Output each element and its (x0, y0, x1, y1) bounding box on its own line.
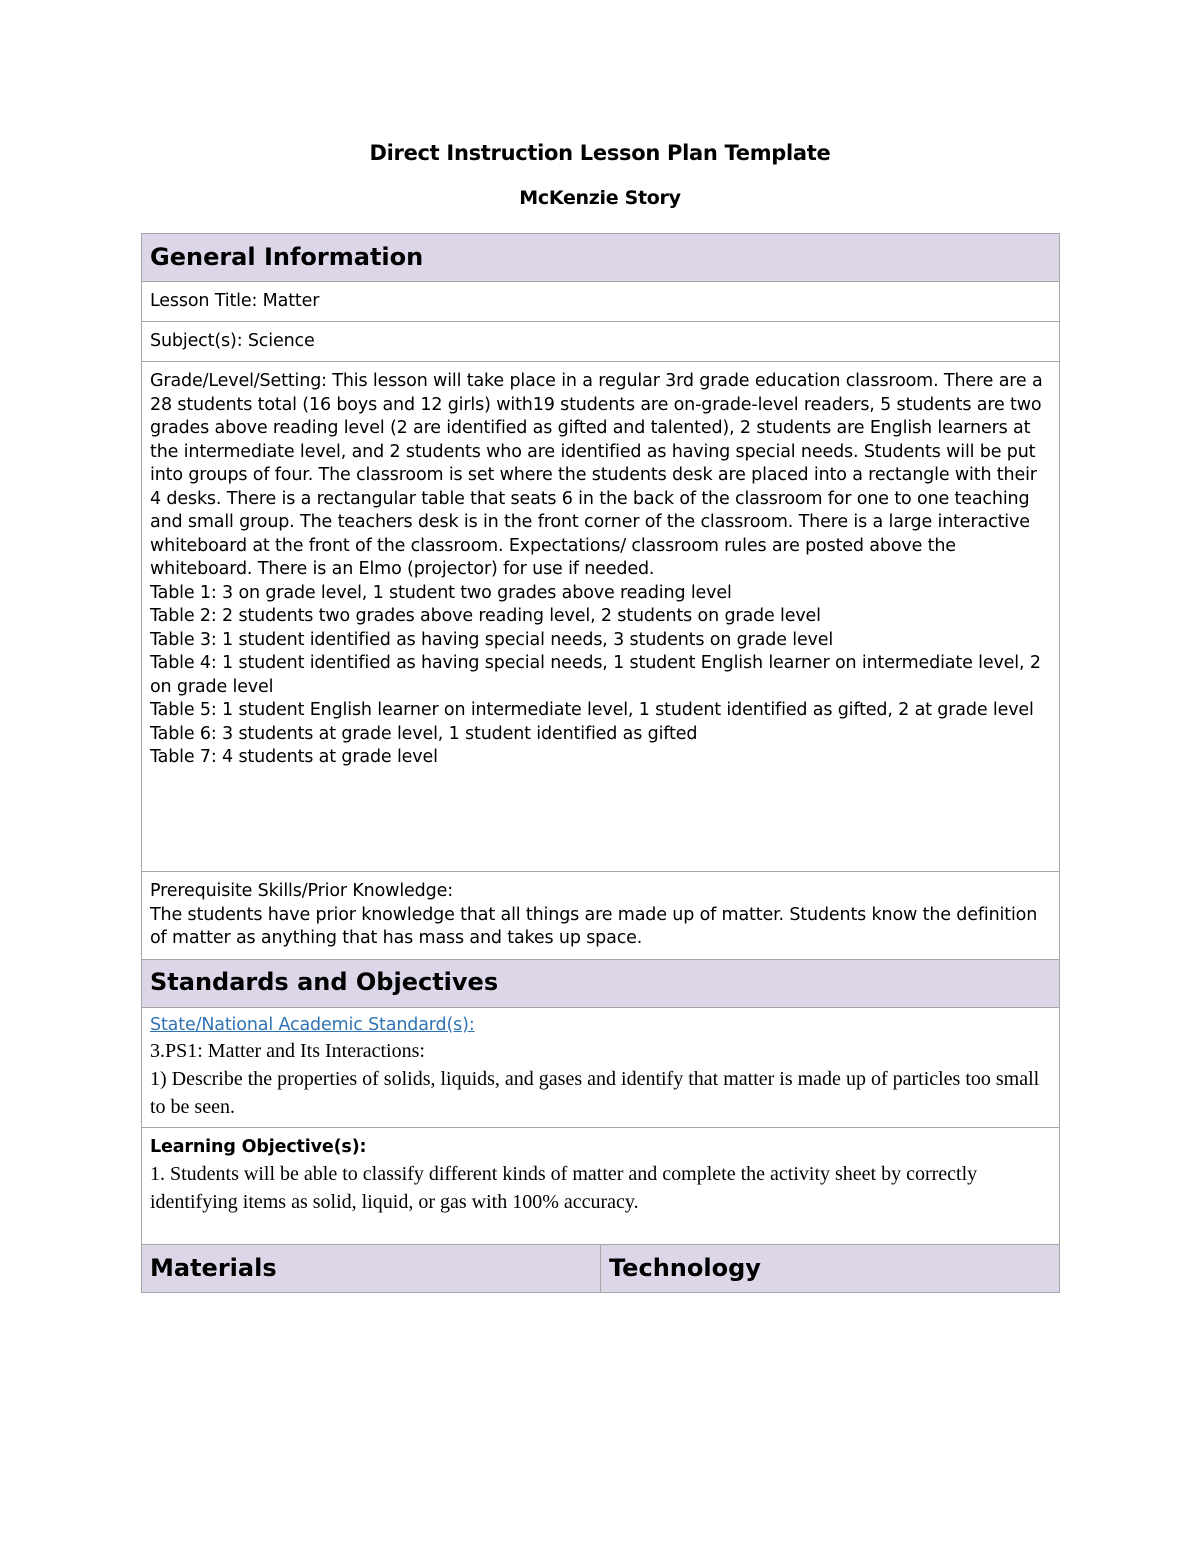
lesson-title: Lesson Title: Matter (142, 282, 1060, 322)
prerequisite-cell (142, 872, 1060, 960)
learning-objective-label: Learning Objective(s): (150, 1137, 367, 1157)
learning-objective-text: 1. Students will be able to classify different kinds of matter and complete the activity sheet by correctly identifying items as solid, liquid, or gas with 100% accuracy. (150, 1162, 978, 1213)
resources-header-row (142, 1245, 1060, 1293)
materials-heading: Materials (142, 1245, 601, 1293)
prerequisite-row (142, 872, 1060, 960)
table-assignment-4: Table 4: 1 student identified as having special needs, 1 student English learner on intermediate level, 2 on grade level (150, 653, 1041, 697)
grade-level-setting-cell (142, 362, 1060, 872)
general-information-header-row (142, 234, 1060, 282)
standard-code: 3.PS1: Matter and Its Interactions: (150, 1040, 425, 1062)
standard-description: 1) Describe the properties of solids, liquids, and gases and identify that matter is made up of particles too small to be seen. (150, 1068, 1040, 1118)
grade-level-setting-text: Grade/Level/Setting: This lesson will take place in a regular 3rd grade education classroom. There are a 28 students total (16 boys and 12 girls) with19 students are on-grade-level readers, 5 students are two grades above reading level (2 are identified as gifted and talented), 2 students are English learners at the intermediate level, and 2 students who are identified as having special needs. Students will be put into groups of four. The classroom is set where the students desk are placed into a rectangle with their 4 desks. There is a rectangular table that seats 6 in the back of the classroom for one to one teaching and small group. The teachers desk is in the front corner of the classroom. There is a large interactive whiteboard at the front of the classroom. Expectations/ classroom rules are posted above the whiteboard. There is an Elmo (projector) for use if needed. (150, 371, 1043, 579)
objectives-cell (142, 1128, 1060, 1245)
subjects-row (142, 322, 1060, 362)
lesson-plan-table (141, 233, 1060, 1293)
grade-level-setting-row (142, 362, 1060, 872)
technology-heading: Technology (601, 1245, 1060, 1293)
standards-and-objectives-heading: Standards and Objectives (142, 959, 1060, 1007)
prerequisite-label: Prerequisite Skills/Prior Knowledge: (150, 881, 453, 901)
lesson-title-row (142, 282, 1060, 322)
standards-cell (142, 1007, 1060, 1128)
standards-row (142, 1007, 1060, 1128)
document-title: Direct Instruction Lesson Plan Template (369, 141, 831, 165)
table-assignment-2: Table 2: 2 students two grades above reading level, 2 students on grade level (150, 606, 821, 626)
table-assignment-1: Table 1: 3 on grade level, 1 student two grades above reading level (150, 582, 732, 603)
subjects: Subject(s): Science (142, 322, 1060, 362)
prerequisite-text: The students have prior knowledge that all things are made up of matter. Students know the definition of matter as anything that has mass and takes up space. (150, 904, 1038, 948)
standards-header-row (142, 959, 1060, 1007)
objectives-row (142, 1128, 1060, 1245)
table-assignment-7: Table 7: 4 students at grade level (150, 747, 438, 767)
table-assignment-6: Table 6: 3 students at grade level, 1 student identified as gifted (150, 723, 698, 744)
document-author: McKenzie Story (519, 187, 681, 209)
general-information-heading: General Information (142, 234, 1060, 282)
table-assignment-3: Table 3: 1 student identified as having special needs, 3 students on grade level (150, 629, 834, 650)
academic-standard-link[interactable]: State/National Academic Standard(s): (150, 1014, 475, 1035)
table-assignment-5: Table 5: 1 student English learner on intermediate level, 1 student identified as gifted, 2 at grade level (150, 700, 1034, 720)
